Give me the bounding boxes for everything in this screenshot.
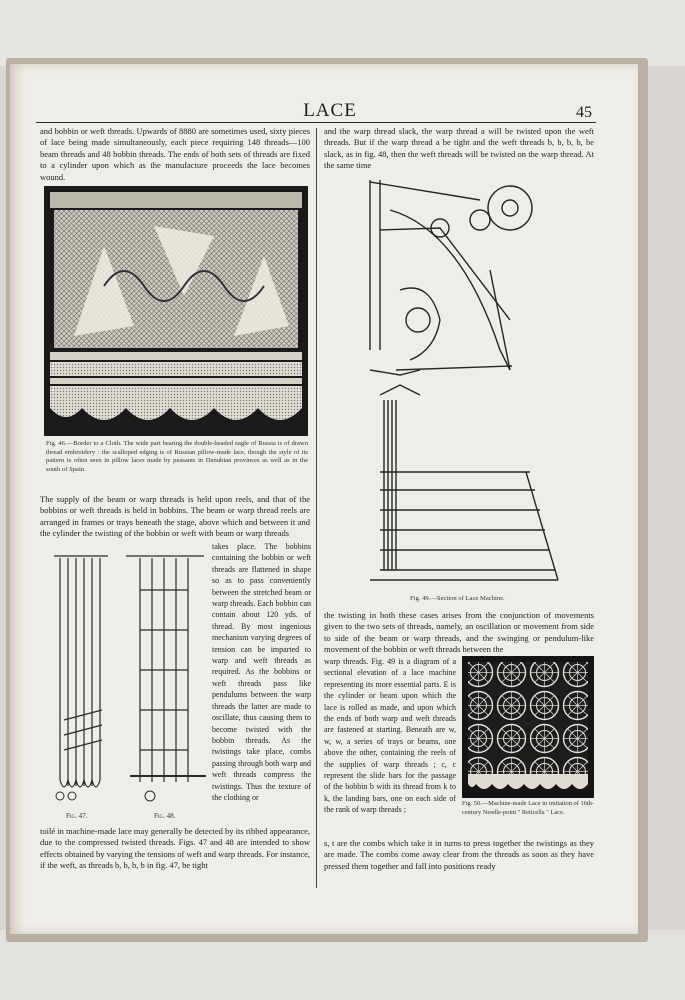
left-narrow-text: takes place. The bobbins containing the bobbin or weft threads are flattened in shape so as to pass conveniently between the stretched beam or warp threads. Each bobbin can contain about 120 yds. of thread. By most ingenious mechanism varying degrees of tension can be imparted to warp and weft threads as required. As the bobbins or weft threads pass like pendulums between the warp threads the latter are made to oscillate, thus causing them to become twisted with the bobbin threads. As the twistings take place, combs passing through both warp and weft threads compress the twistings. Thus the texture of the clothing or	[212, 542, 311, 802]
figure-49-lace-machine-diagram	[340, 170, 562, 590]
figure-46-lace-border	[44, 186, 308, 436]
figure-48-label: Fig. 48.	[154, 812, 176, 820]
figure-47-label: Fig. 47.	[66, 812, 88, 820]
left-paragraph-1: and bobbin or weft threads. Upwards of 8880 are sometimes used, sixty pieces of lace being made simultaneously, each piece requiring 148 threads—100 beam threads and 48 bobbin threads. The ends of both sets of threads are fixed to a cylinder upon which as the manufacture proceeds the lace becomes wound.	[40, 126, 310, 182]
figure-47-thread-diagram	[46, 550, 116, 810]
left-paragraph-3: toilé in machine-made lace may generally be detected by its ribbed appearance, due to the compressed twisted threads. Figs. 47 and 48 are intended to show effects obtained by varying the tensions of weft and warp threads. For instance, if the weft, as threads b, b, b, b in fig. 47, be tight	[40, 826, 310, 871]
background-top	[0, 0, 685, 66]
header-rule	[36, 122, 596, 123]
figure-49-caption: Fig. 49.—Section of Lace Machine.	[410, 595, 505, 602]
column-divider	[316, 128, 317, 888]
left-paragraph-2: The supply of the beam or warp threads is held upon reels, and that of the bobbins or weft threads is held in bobbins. The beam or warp thread reels are arranged in frames or trays beneath the stage, above which and between it and the cylinder the twisting of the bobbin or weft with beam or warp threads	[40, 494, 310, 539]
right-paragraph-3: s, t are the combs which take it in turns to press together the twistings as they are made. The combs come away clear from the threads as soon as they have pressed them together and fall into positions ready	[324, 838, 594, 871]
right-narrow-text: warp threads. Fig. 49 is a diagram of a sectional elevation of a lace machine representing its more essential parts. E is the cylinder or beam upon which the lace is rolled as made, and upon which the ends of both warp and weft threads are fastened at starting. Beneath are w, w, w, a series of trays or beams, one above the other, containing the reels of the supplies of warp threads ; c, c represent the slide bars for the passage of the bobbin b with its thread from k to k, the landing bars, one on each side of the rank of warp threads ;	[324, 657, 456, 815]
figure-46-caption: Fig. 46.—Border to a Cloth. The wide part bearing the double-headed eagle of Russia is of drawn thread embroidery : the scalloped edging is of Russian pillow-made lace, though the style of its pattern is often seen in pillow laces made by peasants in Danubian provinces as well as in the south of Spain.	[46, 440, 308, 473]
right-paragraph-1: and the warp thread slack, the warp thread a will be twisted upon the weft threads. But if the warp thread a be tight and the weft threads b, b, b, b, be slack, as in fig. 48, then the weft threads will be twisted on the warp thread. At the same time	[324, 126, 594, 171]
page-number: 45	[576, 104, 592, 121]
figure-48-thread-diagram	[120, 550, 210, 810]
figure-50-caption: Fig. 50.—Machine-made Lace in imitation of 16th-century Needle-point " Reticella " Lace.	[462, 800, 594, 816]
page-title: LACE	[303, 100, 357, 121]
right-paragraph-2: the twisting in both these cases arises from the conjunction of movements given to the two sets of threads, namely, an oscillation or movement from side to side of the beam or warp threads, and the swinging or pendulum-like movement of the bobbin or weft threads between the	[324, 610, 594, 655]
figure-50-machine-lace	[462, 656, 594, 798]
